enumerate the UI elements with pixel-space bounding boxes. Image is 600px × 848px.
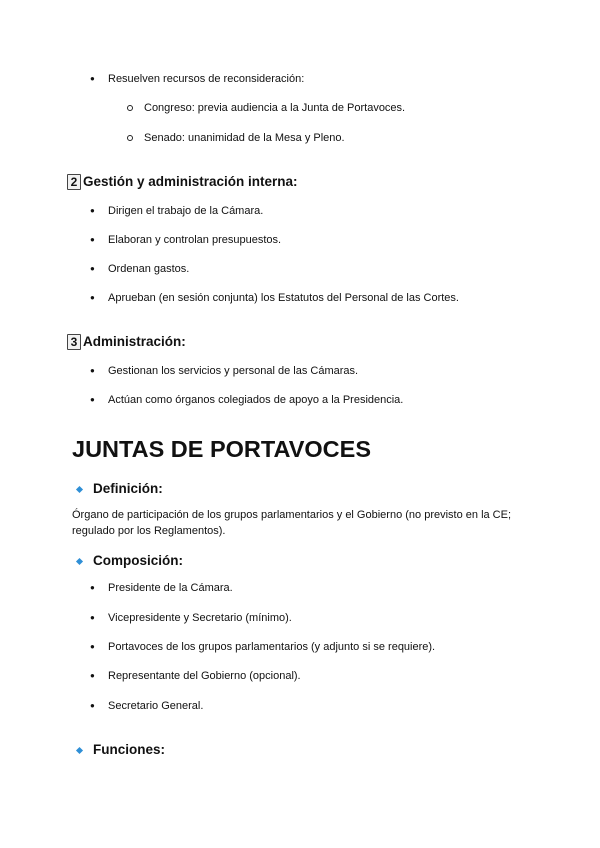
bullet-icon: ●	[90, 583, 95, 592]
list-item-text: Portavoces de los grupos parlamentarios (y adjunto si se requiere).	[108, 641, 436, 653]
list-item-text: Representante del Gobierno (opcional).	[108, 670, 301, 682]
sub-list-item-text: Congreso: previa audiencia a la Junta de Portavoces.	[144, 102, 406, 114]
page-title-text: JUNTAS DE PORTAVOCES	[72, 436, 372, 462]
list-item-text: Resuelven recursos de reconsideración:	[108, 73, 305, 85]
bullet-icon: ●	[90, 235, 95, 244]
bullet-icon: ●	[90, 642, 95, 651]
list-item-text: Aprueban (en sesión conjunta) los Estatutos del Personal de las Cortes.	[108, 292, 459, 304]
diamond-bullet-icon	[76, 747, 83, 754]
subsection-heading-text: Definición:	[93, 481, 163, 496]
sub-list-item-text: Senado: unanimidad de la Mesa y Pleno.	[144, 132, 345, 144]
list-item-text: Vicepresidente y Secretario (mínimo).	[108, 612, 292, 624]
number-badge-icon: 2	[67, 174, 81, 190]
list-item-text: Ordenan gastos.	[108, 263, 190, 275]
bullet-icon: ●	[90, 613, 95, 622]
list-item-text: Gestionan los servicios y personal de las Cámaras.	[108, 365, 359, 377]
diamond-bullet-icon	[76, 486, 83, 493]
bullet-icon: ●	[90, 671, 95, 680]
bullet-icon: ●	[90, 395, 95, 404]
definition-paragraph: Órgano de participación de los grupos parlamentarios y el Gobierno (no previsto en la CE; regulado por los Reglamentos).	[72, 509, 512, 537]
section-heading-text: Gestión y administración interna:	[83, 174, 298, 189]
diamond-bullet-icon	[76, 558, 83, 565]
list-item-text: Elaboran y controlan presupuestos.	[108, 234, 282, 246]
section-heading-text: Administración:	[83, 334, 186, 349]
bullet-icon: ●	[90, 264, 95, 273]
list-item-text: Dirigen el trabajo de la Cámara.	[108, 205, 264, 217]
subsection-heading-text: Funciones:	[93, 742, 166, 757]
subsection-heading-text: Composición:	[93, 553, 183, 568]
bullet-icon: ●	[90, 206, 95, 215]
list-item-text: Actúan como órganos colegiados de apoyo a la Presidencia.	[108, 394, 404, 406]
circle-bullet-icon	[127, 105, 133, 111]
circle-bullet-icon	[127, 135, 133, 141]
bullet-icon: ●	[90, 366, 95, 375]
bullet-icon: ●	[90, 74, 95, 83]
bullet-icon: ●	[90, 701, 95, 710]
number-badge-icon: 3	[67, 334, 81, 350]
bullet-icon: ●	[90, 293, 95, 302]
list-item-text: Presidente de la Cámara.	[108, 582, 233, 594]
list-item-text: Secretario General.	[108, 700, 204, 712]
